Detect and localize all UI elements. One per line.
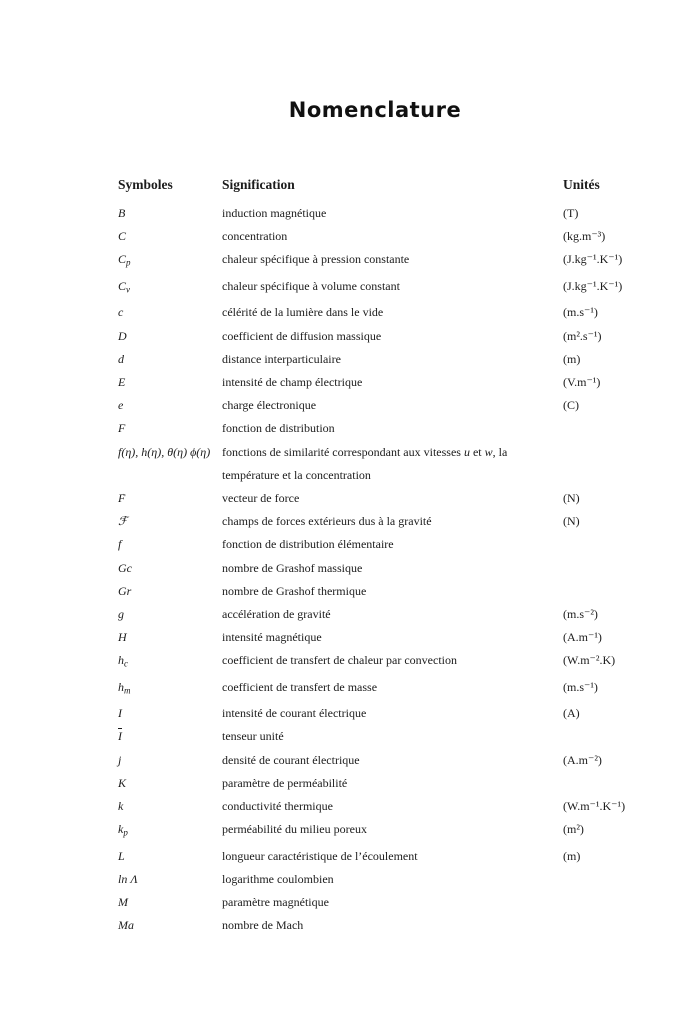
unit-cell: (J.kg⁻¹.K⁻¹) [563, 278, 623, 293]
symbol-cell: ℱ → [118, 510, 222, 533]
table-row [118, 417, 640, 440]
page-title: Nomenclature [288, 98, 462, 122]
symbol-cell: $\overline{I}$ [118, 729, 122, 744]
unit-cell: (W.m⁻².K) [563, 653, 616, 668]
unit-cell: (m.s⁻²) [563, 606, 598, 621]
symbol-cell: j [118, 752, 122, 767]
signification-cell: conductivité thermique [222, 799, 333, 814]
symbol-cell: B [118, 206, 126, 220]
signification-cell: chaleur spécifique à volume constant [222, 278, 400, 293]
table-row [118, 914, 640, 937]
nomenclature-table [118, 173, 640, 938]
unit-cell: (m².s⁻¹) [563, 328, 602, 343]
symbol-cell: H [118, 630, 127, 645]
unit-cell: (A.m⁻²) [563, 752, 602, 767]
symbol-cell: C [118, 229, 127, 244]
table-row [118, 676, 640, 702]
signification-cell: fonctions de similarité correspondant aux vitesses u et w, la température et la concentration [222, 444, 508, 482]
table-row [118, 626, 640, 649]
table-row [118, 301, 640, 324]
table-row [118, 325, 640, 348]
table-row [118, 868, 640, 891]
symbol-cell: K [118, 775, 127, 790]
unit-cell: (N) [563, 514, 580, 529]
signification-cell: distance interparticulaire [222, 351, 341, 366]
symbol-cell: $C_p$ [118, 252, 131, 268]
signification-cell: densité de courant électrique [222, 752, 360, 767]
symbol-cell: E [118, 374, 126, 389]
unit-cell: (m.s⁻¹) [563, 305, 598, 320]
signification-cell: chaleur spécifique à pression constante [222, 252, 410, 267]
signification-cell: charge électronique [222, 398, 317, 413]
column-header-signification: Signification [222, 177, 295, 192]
symbol-cell: c [118, 305, 124, 320]
unit-cell: (W.m⁻¹.K⁻¹) [563, 799, 626, 814]
table-row [118, 394, 640, 417]
unit-cell: (N) [563, 490, 580, 505]
signification-cell: fonction de distribution [222, 421, 335, 436]
table-row [118, 225, 640, 248]
symbol-cell: M [118, 895, 128, 910]
signification-cell: fonction de distribution élémentaire [222, 537, 394, 552]
signification-cell: nombre de Grashof massique [222, 560, 363, 575]
table-row [118, 580, 640, 603]
signification-cell: célérité de la lumière dans le vide [222, 305, 384, 320]
unit-cell: (kg.m⁻³) [563, 229, 606, 244]
table-row [118, 202, 640, 225]
signification-cell: champs de forces extérieurs dus à la gravité [222, 514, 432, 529]
symbol-cell: L [118, 848, 125, 863]
signification-cell: paramètre de perméabilité [222, 775, 348, 790]
table-row [118, 371, 640, 394]
symbol-cell: I [118, 706, 122, 721]
unit-cell: (V.m⁻¹) [563, 374, 601, 389]
unit-cell: (T) [563, 206, 579, 220]
symbol-cell: $h_c$ [118, 653, 128, 669]
table-header-row [118, 173, 640, 196]
symbol-cell: F [118, 421, 126, 436]
unit-cell: (m) [563, 351, 581, 366]
symbol-cell: $k_p$ [118, 822, 128, 838]
table-row [118, 891, 640, 914]
signification-cell: coefficient de transfert de masse [222, 679, 378, 694]
symbol-cell: g [118, 606, 124, 621]
signification-cell: logarithme coulombien [222, 871, 334, 886]
table-row [118, 772, 640, 795]
signification-cell: accélération de gravité [222, 606, 331, 621]
table-row [118, 533, 640, 556]
unit-cell: (m²) [563, 822, 584, 837]
signification-cell: intensité de champ électrique [222, 374, 363, 389]
table-row [118, 510, 640, 533]
table-row [118, 649, 640, 675]
symbol-cell: d [118, 351, 124, 366]
signification-cell: coefficient de diffusion massique [222, 328, 382, 343]
table-row [118, 795, 640, 818]
symbol-cell: f(η), h(η), θ(η) ϕ(η) [118, 444, 211, 459]
symbol-cell: F → [118, 487, 222, 510]
table-row [118, 557, 640, 580]
symbol-cell: Ma [118, 918, 134, 933]
nomenclature-rows [118, 202, 640, 938]
symbol-cell: ln Λ [118, 871, 138, 886]
signification-cell: coefficient de transfert de chaleur par convection [222, 653, 457, 668]
signification-cell: perméabilité du milieu poreux [222, 822, 367, 837]
signification-cell: intensité magnétique [222, 630, 322, 645]
symbol-cell: e [118, 398, 124, 413]
signification-cell: longueur caractéristique de l’écoulement [222, 848, 418, 863]
table-row [118, 702, 640, 725]
table-row [118, 603, 640, 626]
symbol-cell: $C_v$ [118, 278, 131, 295]
table-row [118, 749, 640, 772]
table-row [118, 818, 640, 844]
symbol-cell: D [118, 328, 127, 343]
signification-cell: induction magnétique [222, 206, 327, 220]
table-row [118, 248, 640, 274]
symbol-cell: k [118, 799, 124, 814]
unit-cell: (A) [563, 706, 580, 721]
unit-cell: (m) [563, 848, 581, 863]
signification-cell: paramètre magnétique [222, 895, 329, 910]
signification-cell: nombre de Grashof thermique [222, 583, 367, 598]
unit-cell: (J.kg⁻¹.K⁻¹) [563, 252, 623, 267]
signification-cell: tenseur unité [222, 729, 284, 744]
unit-cell: (C) [563, 398, 579, 413]
signification-cell: concentration [222, 229, 288, 244]
symbol-cell: $h_m$ [118, 679, 131, 696]
unit-cell: (m.s⁻¹) [563, 679, 598, 694]
unit-cell: (A.m⁻¹) [563, 630, 602, 645]
column-header-unites: Unités [563, 177, 600, 192]
symbol-cell: Gr [118, 583, 132, 598]
signification-cell: vecteur de force [222, 490, 300, 505]
symbol-cell: f [118, 537, 122, 552]
symbol-cell: Gc [118, 560, 132, 575]
table-row [118, 275, 640, 301]
signification-cell: nombre de Mach [222, 918, 304, 933]
table-row [118, 845, 640, 868]
column-header-symboles: Symboles [118, 177, 173, 192]
table-row [118, 725, 640, 748]
table-row [118, 348, 640, 371]
signification-cell: intensité de courant électrique [222, 706, 367, 721]
table-row [118, 441, 640, 487]
table-row [118, 487, 640, 510]
